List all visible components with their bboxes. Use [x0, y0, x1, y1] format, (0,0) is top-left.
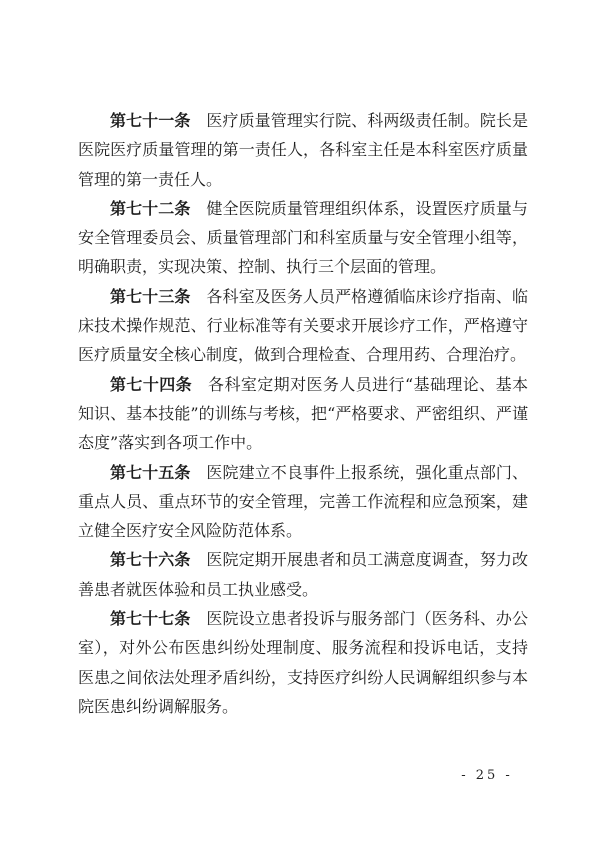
- article-text: 健全医院质量管理组织体系，设置医疗质量与安全管理委员会、质量管理部门和科室质量与安全管理小组等，明确职责，实现决策、控制、执行三个层面的管理。: [78, 198, 528, 277]
- document-body: [78, 106, 528, 721]
- article-text: 各科室及医务人员严格遵循临床诊疗指南、临床技术操作规范、行业标准等有关要求开展诊疗工作，严格遵守医疗质量安全核心制度，做到合理检查、合理用药、合理治疗。: [78, 286, 528, 365]
- article-paragraph: [78, 370, 528, 458]
- page-number: - 25 -: [461, 768, 513, 783]
- article-text: 各科室定期对医务人员进行“基础理论、基本知识、基本技能”的训练与考核，把“严格要求、严密组织、严谨态度”落实到各项工作中。: [78, 374, 528, 453]
- article-number: 第七十五条: [110, 462, 191, 482]
- article-number: 第七十二条: [110, 198, 191, 218]
- article-text: 医院设立患者投诉与服务部门（医务科、办公室），对外公布医患纠纷处理制度、服务流程和投诉电话，支持医患之间依法处理矛盾纠纷，支持医疗纠纷人民调解组织参与本院医患纠纷调解服务。: [78, 609, 528, 716]
- article-number: 第七十三条: [110, 286, 191, 306]
- article-paragraph: [78, 282, 528, 370]
- article-paragraph: [78, 604, 528, 721]
- article-number: 第七十四条: [110, 374, 193, 394]
- article-paragraph: [78, 106, 528, 194]
- article-paragraph: [78, 545, 528, 604]
- article-number: 第七十七条: [110, 609, 191, 629]
- article-paragraph: [78, 458, 528, 546]
- article-text: 医院建立不良事件上报系统，强化重点部门、重点人员、重点环节的安全管理，完善工作流程和应急预案，建立健全医疗安全风险防范体系。: [78, 462, 528, 541]
- article-number: 第七十一条: [110, 111, 191, 130]
- article-paragraph: [78, 194, 528, 282]
- article-text: 医疗质量管理实行院、科两级责任制。院长是医院医疗质量管理的第一责任人，各科室主任是本科室医疗质量管理的第一责任人。: [78, 111, 528, 189]
- article-text: 医院定期开展患者和员工满意度调查，努力改善患者就医体验和员工执业感受。: [78, 550, 528, 599]
- article-number: 第七十六条: [110, 550, 191, 570]
